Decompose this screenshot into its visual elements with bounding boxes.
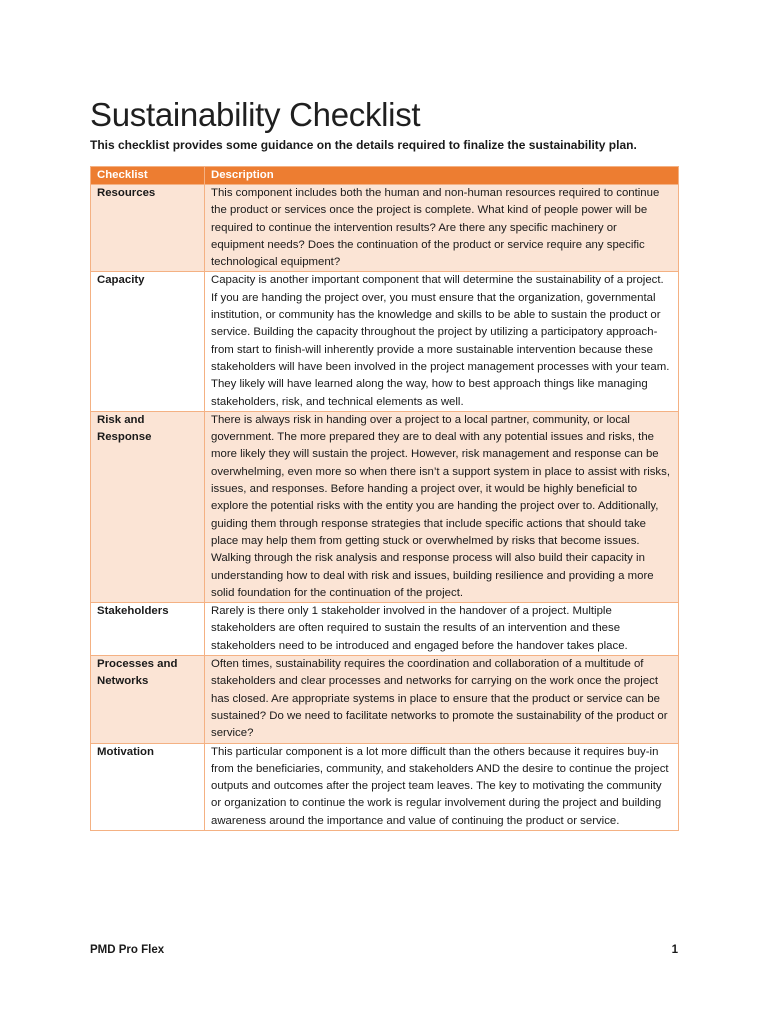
table-row <box>91 603 679 656</box>
table-header-row <box>91 167 679 185</box>
row-category: Capacity <box>91 272 205 411</box>
row-category: Resources <box>91 185 205 272</box>
row-description: This component includes both the human and non-human resources required to continue the product or services once the project is complete. What kind of people power will be required to continue the intervention results? Are there any specific machinery or equipment needs? Does the continuation of the product or service require any specific technological equipment? <box>205 185 679 272</box>
row-description: There is always risk in handing over a project to a local partner, community, or local government. The more prepared they are to deal with any potential issues and risks, the more likely they will sustain the project. However, risk management and response can be overwhelming, even more so when there isn’t a support system in place to assist with risks, issues, and responses. Before handing a project over, it would be highly beneficial to explore the potential risks with the entity you are handing the project over to. Additionally, guiding them through response strategies that include specific actions that should take place may help them from getting stuck or overwhelmed by risks that become issues. Walking through the risk analysis and response process will also build their capacity in understanding how to deal with risk and issues, building resilience and providing a more solid foundation for the continuation of the project. <box>205 411 679 602</box>
table-row <box>91 185 679 272</box>
column-header-description: Description <box>205 167 679 185</box>
row-description: Capacity is another important component that will determine the sustainability of a project. If you are handing the project over, you must ensure that the organization, governmental institution, or community has the knowledge and skills to be able to sustain the product or service. Building the capacity throughout the project by utilizing a participatory approach-from start to finish-will inherently provide a more sustainable intervention because these stakeholders will have been involved in the project management processes with your team. They likely will have learned along the way, how to best approach things like managing stakeholders, risk, and technical elements as well. <box>205 272 679 411</box>
row-category: Stakeholders <box>91 603 205 656</box>
table-row <box>91 656 679 743</box>
row-category: Motivation <box>91 743 205 830</box>
row-category: Risk and Response <box>91 411 205 602</box>
page-subtitle: This checklist provides some guidance on the details required to finalize the sustainability plan. <box>90 138 637 152</box>
footer-brand: PMD Pro Flex <box>90 944 165 956</box>
checklist-table <box>90 166 679 831</box>
table-row <box>91 743 679 830</box>
column-header-checklist: Checklist <box>91 167 205 185</box>
row-description: Often times, sustainability requires the coordination and collaboration of a multitude of stakeholders and clear processes and networks for carrying on the work once the project has closed. Are appropriate systems in place to ensure that the product or service can be sustained? Do we need to facilitate networks to promote the sustainability of the product or service? <box>205 656 679 743</box>
row-description: Rarely is there only 1 stakeholder involved in the handover of a project. Multiple stakeholders are often required to sustain the results of an intervention and these stakeholders need to be introduced and engaged before the handover takes place. <box>205 603 679 656</box>
table-row <box>91 411 679 602</box>
footer-page-number: 1 <box>671 944 678 956</box>
page-title: Sustainability Checklist <box>90 96 421 133</box>
table-row <box>91 272 679 411</box>
row-category: Processes and Networks <box>91 656 205 743</box>
row-description: This particular component is a lot more difficult than the others because it requires buy-in from the beneficiaries, community, and stakeholders AND the desire to continue the project outputs and outcomes after the project team leaves. The key to motivating the community or organization to continue the work is regular involvement during the project and building awareness around the importance and value of continuing the product or service. <box>205 743 679 830</box>
